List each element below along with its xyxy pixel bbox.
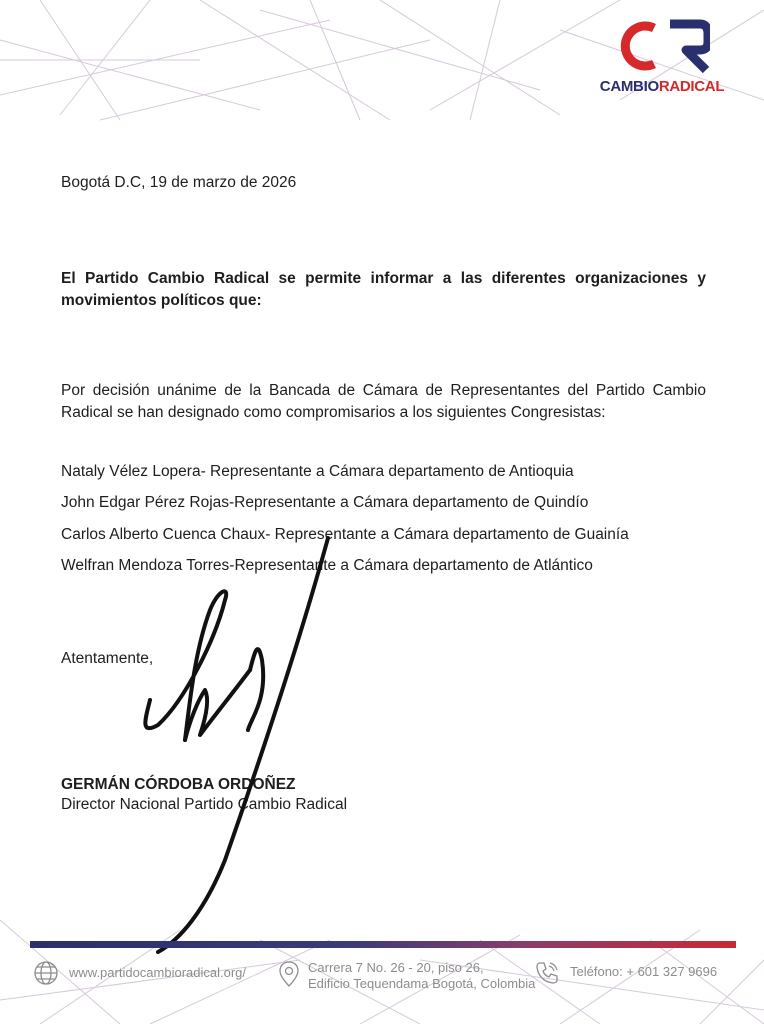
letter-closing: Atentamente, xyxy=(61,650,154,667)
footer-phone[interactable] xyxy=(534,960,717,986)
congresista-item: Carlos Alberto Cuenca Chaux- Representante a Cámara departamento de Guainía xyxy=(61,526,629,543)
letter-intro: El Partido Cambio Radical se permite informar a las diferentes organizaciones y movimientos políticos que: xyxy=(61,270,706,309)
footer-address-line1: Carrera 7 No. 26 - 20, piso 26, xyxy=(308,960,484,975)
footer-website[interactable] xyxy=(33,960,246,986)
footer-address-line2: Edificio Tequendama Bogotá, Colombia xyxy=(308,976,536,991)
phone-icon xyxy=(534,960,560,986)
congresista-item: John Edgar Pérez Rojas-Representante a Cámara departamento de Quindío xyxy=(61,494,589,511)
footer-phone-text[interactable]: Teléfono: + 601 327 9696 xyxy=(570,964,718,979)
logo-cr-mark xyxy=(614,18,710,74)
footer-gradient-bar xyxy=(30,941,736,948)
congresista-item: Nataly Vélez Lopera- Representante a Cámara departamento de Antioquia xyxy=(61,463,574,480)
letter-date: Bogotá D.C, 19 de marzo de 2026 xyxy=(61,174,297,191)
footer-website-text[interactable]: www.partidocambioradical.org/ xyxy=(69,965,247,980)
signer-name: GERMÁN CÓRDOBA ORDOÑEZ xyxy=(61,776,296,793)
globe-icon xyxy=(33,960,59,986)
signer-title: Director Nacional Partido Cambio Radical xyxy=(61,796,348,813)
congresista-item: Welfran Mendoza Torres-Representante a Cámara departamento de Atlántico xyxy=(61,557,593,574)
letter-body: Por decisión unánime de la Bancada de Cámara de Representantes del Partido Cambio Radical se han designado como compromisarios a los siguientes Congresistas: xyxy=(61,382,706,421)
logo-wordmark: CAMBIORADICAL xyxy=(599,78,725,95)
cambio-radical-logo xyxy=(584,18,740,96)
footer-address xyxy=(278,960,535,992)
location-pin-icon xyxy=(278,960,300,988)
